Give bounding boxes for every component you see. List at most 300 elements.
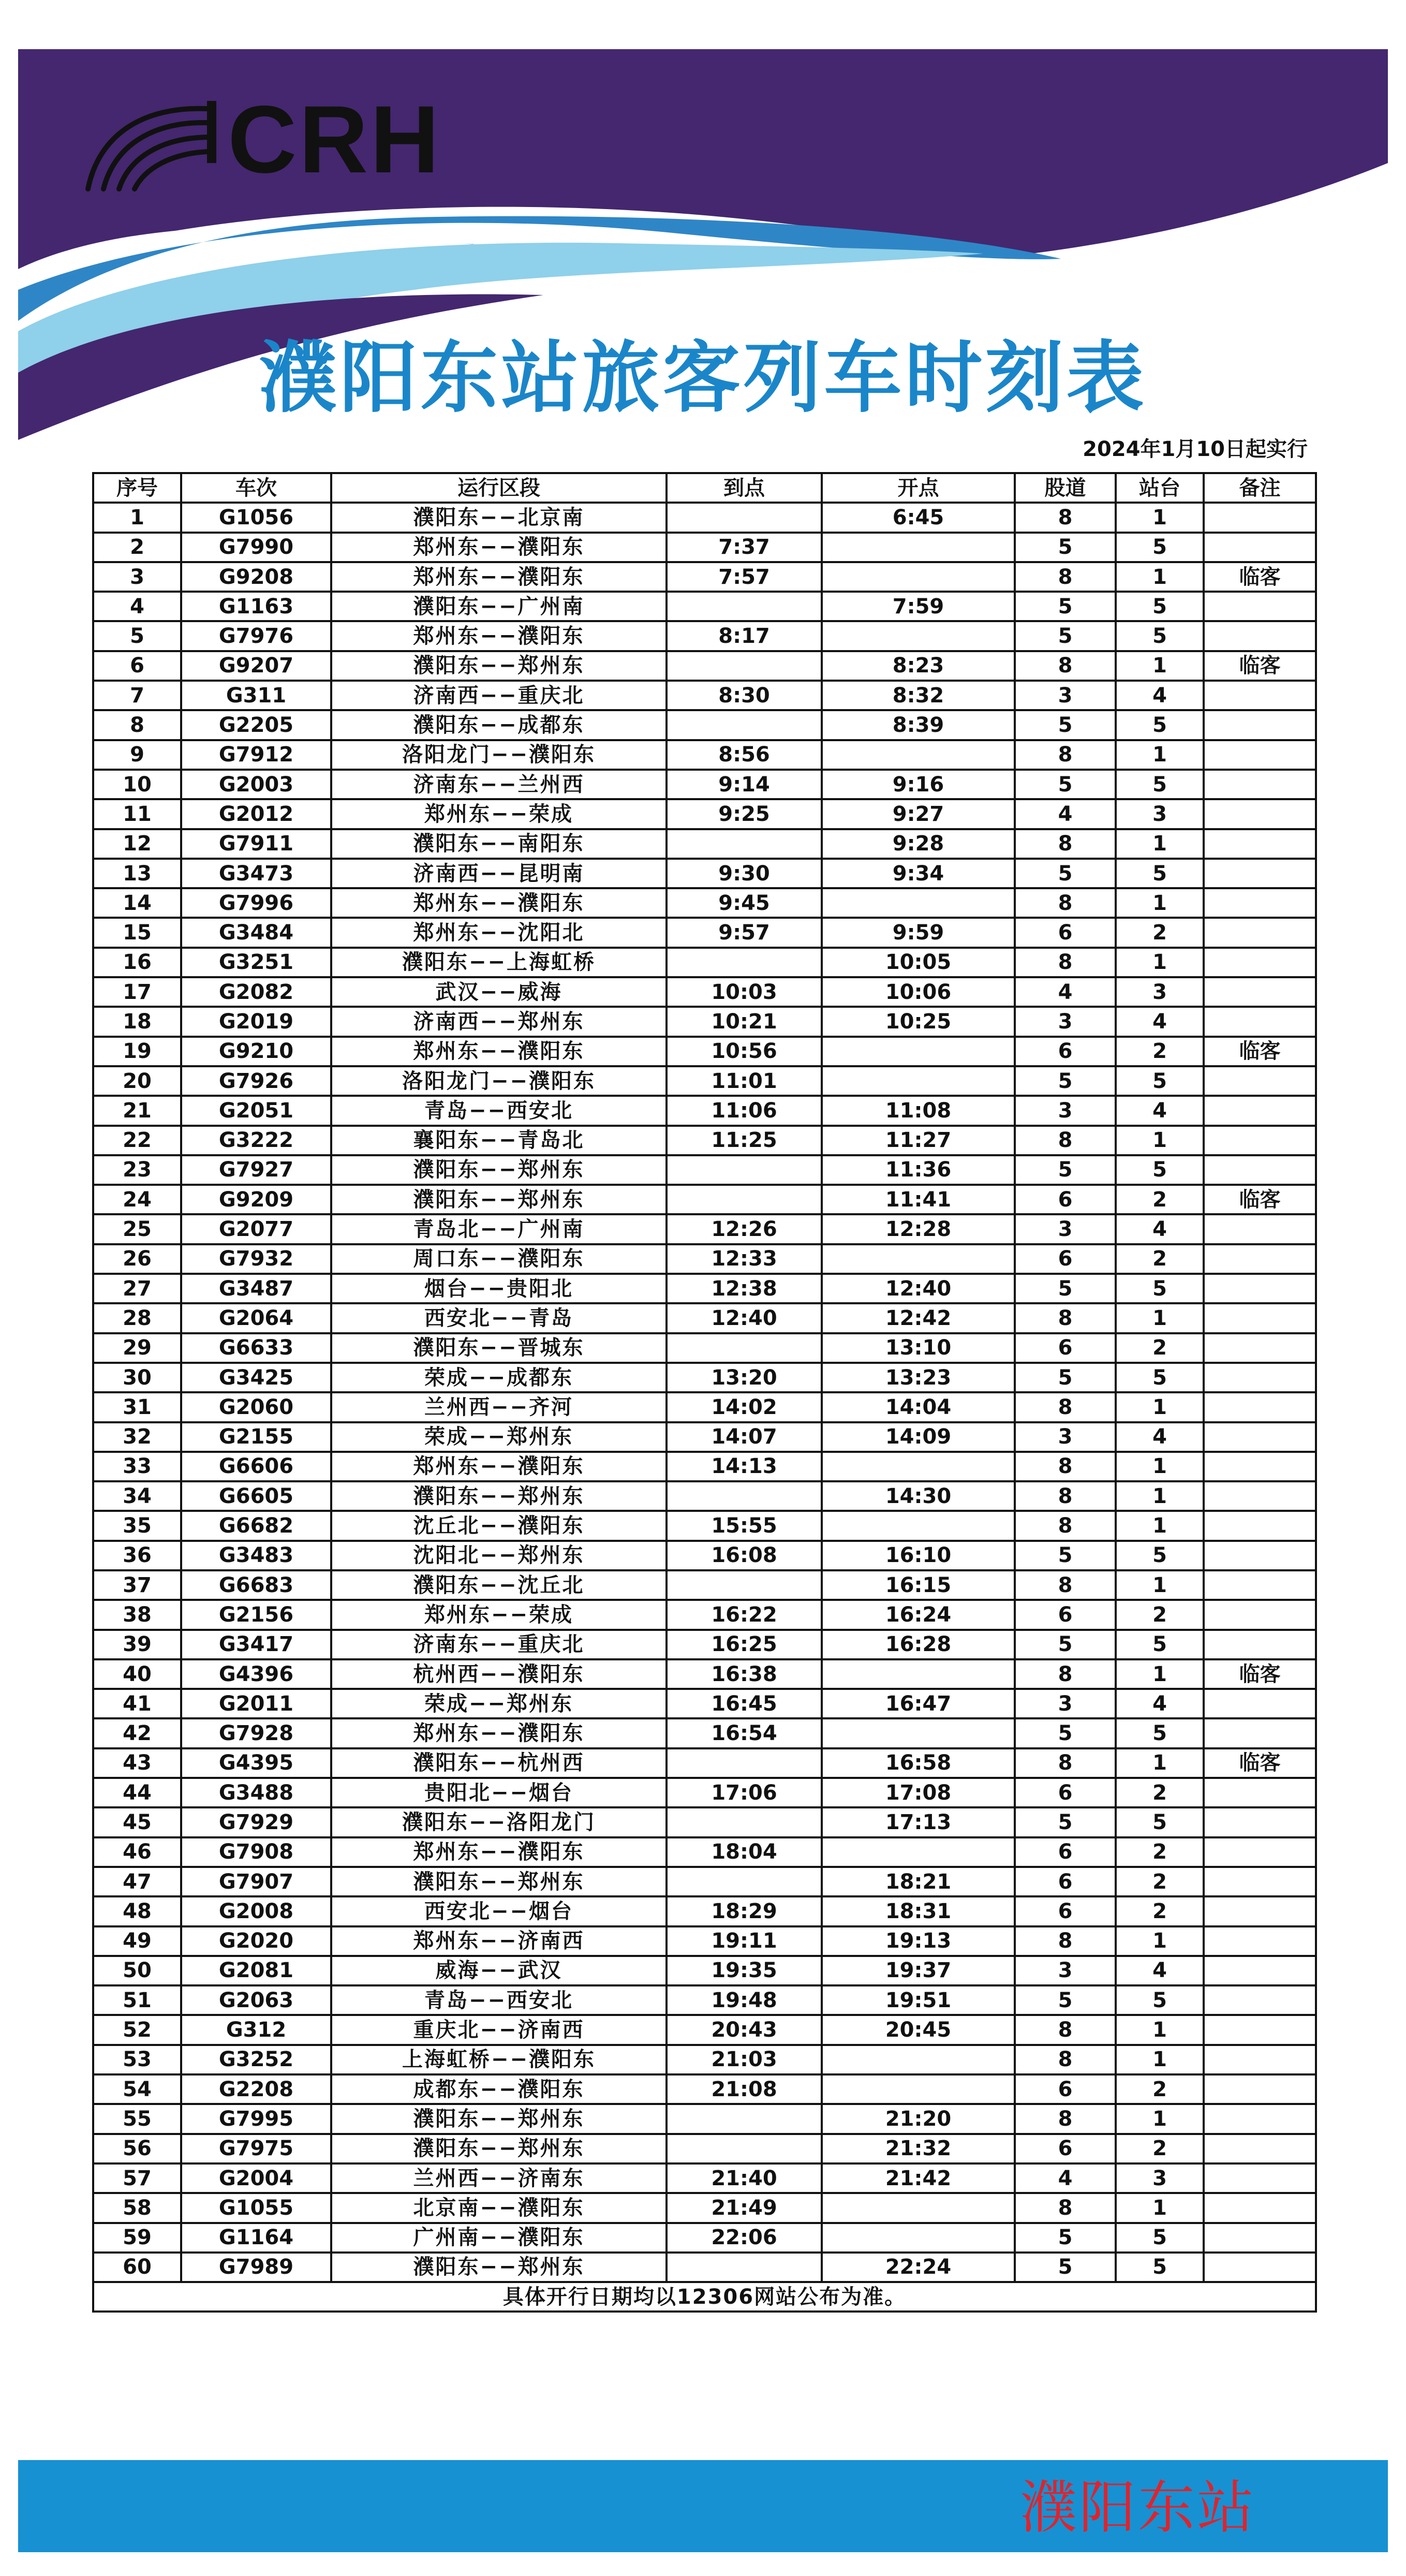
cell-train-number: G9209: [181, 1185, 331, 1214]
cell-arrival-time: [667, 1481, 822, 1511]
cell-route: 成都东−−濮阳东: [331, 2074, 667, 2104]
cell-departure-time: 18:21: [822, 1867, 1015, 1896]
table-row: [93, 2253, 1316, 2282]
cell-train-number: G2004: [181, 2163, 331, 2193]
cell-departure-time: 12:40: [822, 1274, 1015, 1303]
cell-track: 4: [1015, 799, 1116, 829]
cell-departure-time: [822, 562, 1015, 592]
cell-arrival-time: 14:07: [667, 1422, 822, 1452]
cell-platform: 2: [1116, 1778, 1204, 1807]
cell-remark: [1204, 621, 1316, 651]
cell-route: 郑州东−−荣成: [331, 1600, 667, 1629]
table-row: [93, 1096, 1316, 1125]
cell-index: 32: [93, 1422, 181, 1452]
cell-arrival-time: 12:33: [667, 1244, 822, 1274]
table-row: [93, 829, 1316, 859]
table-row: [93, 1422, 1316, 1452]
cell-train-number: G1164: [181, 2223, 331, 2253]
table-row: [93, 1185, 1316, 1214]
table-row: [93, 977, 1316, 1007]
cell-departure-time: 11:36: [822, 1155, 1015, 1185]
cell-index: 52: [93, 2015, 181, 2044]
cell-index: 35: [93, 1511, 181, 1540]
cell-track: 3: [1015, 681, 1116, 710]
cell-track: 8: [1015, 503, 1116, 532]
cell-arrival-time: [667, 503, 822, 532]
cell-platform: 1: [1116, 2015, 1204, 2044]
cell-arrival-time: 13:20: [667, 1363, 822, 1392]
cell-platform: 3: [1116, 977, 1204, 1007]
cell-remark: [1204, 710, 1316, 740]
cell-platform: 1: [1116, 888, 1204, 918]
cell-track: 8: [1015, 651, 1116, 681]
cell-platform: 3: [1116, 799, 1204, 829]
cell-platform: 1: [1116, 651, 1204, 681]
cell-arrival-time: [667, 592, 822, 621]
cell-route: 襄阳东−−青岛北: [331, 1126, 667, 1155]
cell-departure-time: 12:28: [822, 1214, 1015, 1244]
cell-departure-time: 8:32: [822, 681, 1015, 710]
cell-train-number: G2051: [181, 1096, 331, 1125]
cell-platform: 5: [1116, 710, 1204, 740]
cell-departure-time: 13:10: [822, 1333, 1015, 1363]
cell-arrival-time: 19:11: [667, 1926, 822, 1956]
column-header-index: 序号: [93, 473, 181, 503]
cell-remark: [1204, 1422, 1316, 1452]
cell-train-number: G3483: [181, 1541, 331, 1570]
table-row: [93, 1541, 1316, 1570]
cell-index: 25: [93, 1214, 181, 1244]
cell-route: 济南东−−兰州西: [331, 770, 667, 799]
cell-remark: [1204, 1274, 1316, 1303]
cell-index: 14: [93, 888, 181, 918]
cell-remark: [1204, 533, 1316, 562]
cell-route: 洛阳龙门−−濮阳东: [331, 740, 667, 770]
cell-arrival-time: 8:30: [667, 681, 822, 710]
footer-note: 具体开行日期均以12306网站公布为准。: [93, 2282, 1316, 2312]
cell-index: 4: [93, 592, 181, 621]
cell-route: 济南东−−重庆北: [331, 1630, 667, 1659]
cell-track: 3: [1015, 1422, 1116, 1452]
cell-route: 濮阳东−−郑州东: [331, 2134, 667, 2163]
cell-route: 濮阳东−−北京南: [331, 503, 667, 532]
table-row: [93, 2074, 1316, 2104]
cell-route: 濮阳东−−广州南: [331, 592, 667, 621]
cell-track: 8: [1015, 2193, 1116, 2222]
cell-track: 5: [1015, 859, 1116, 888]
cell-index: 45: [93, 1807, 181, 1837]
cell-index: 39: [93, 1630, 181, 1659]
cell-route: 北京南−−濮阳东: [331, 2193, 667, 2222]
cell-platform: 5: [1116, 859, 1204, 888]
cell-track: 5: [1015, 592, 1116, 621]
cell-track: 8: [1015, 1126, 1116, 1155]
cell-departure-time: 10:06: [822, 977, 1015, 1007]
cell-departure-time: 21:32: [822, 2134, 1015, 2163]
cell-remark: [1204, 918, 1316, 947]
cell-route: 荣成−−郑州东: [331, 1689, 667, 1718]
table-row: [93, 1600, 1316, 1629]
table-row: [93, 1630, 1316, 1659]
cell-train-number: G7989: [181, 2253, 331, 2282]
cell-remark: [1204, 2223, 1316, 2253]
cell-arrival-time: 10:56: [667, 1037, 822, 1066]
cell-index: 15: [93, 918, 181, 947]
cell-platform: 5: [1116, 1363, 1204, 1392]
table-row: [93, 681, 1316, 710]
cell-index: 13: [93, 859, 181, 888]
cell-index: 55: [93, 2104, 181, 2133]
cell-train-number: G7912: [181, 740, 331, 770]
cell-remark: 临客: [1204, 1185, 1316, 1214]
cell-index: 57: [93, 2163, 181, 2193]
cell-route: 重庆北−−济南西: [331, 2015, 667, 2044]
cell-remark: [1204, 1244, 1316, 1274]
table-row: [93, 1748, 1316, 1778]
cell-remark: [1204, 1541, 1316, 1570]
table-row: [93, 1126, 1316, 1155]
table-row: [93, 918, 1316, 947]
cell-track: 8: [1015, 1392, 1116, 1422]
cell-track: 8: [1015, 2015, 1116, 2044]
column-header-train: 车次: [181, 473, 331, 503]
cell-train-number: G3417: [181, 1630, 331, 1659]
cell-route: 濮阳东−−南阳东: [331, 829, 667, 859]
table-row: [93, 533, 1316, 562]
table-row: [93, 1659, 1316, 1689]
cell-departure-time: [822, 1659, 1015, 1689]
cell-track: 5: [1015, 2223, 1116, 2253]
cell-route: 广州南−−濮阳东: [331, 2223, 667, 2253]
cell-index: 36: [93, 1541, 181, 1570]
cell-index: 44: [93, 1778, 181, 1807]
table-row: [93, 1867, 1316, 1896]
cell-train-number: G7928: [181, 1718, 331, 1748]
cell-index: 21: [93, 1096, 181, 1125]
cell-train-number: G2155: [181, 1422, 331, 1452]
cell-track: 3: [1015, 1956, 1116, 1985]
cell-remark: [1204, 859, 1316, 888]
table-row: [93, 503, 1316, 532]
cell-departure-time: 16:47: [822, 1689, 1015, 1718]
cell-route: 郑州东−−濮阳东: [331, 621, 667, 651]
cell-index: 40: [93, 1659, 181, 1689]
cell-index: 43: [93, 1748, 181, 1778]
table-row: [93, 1392, 1316, 1422]
cell-arrival-time: 11:06: [667, 1096, 822, 1125]
table-row: [93, 1689, 1316, 1718]
cell-remark: [1204, 799, 1316, 829]
table-row: [93, 651, 1316, 681]
cell-remark: [1204, 681, 1316, 710]
cell-index: 6: [93, 651, 181, 681]
table-row: [93, 2015, 1316, 2044]
cell-index: 38: [93, 1600, 181, 1629]
cell-index: 10: [93, 770, 181, 799]
cell-index: 41: [93, 1689, 181, 1718]
cell-route: 郑州东−−荣成: [331, 799, 667, 829]
cell-route: 荣成−−郑州东: [331, 1422, 667, 1452]
cell-arrival-time: 9:25: [667, 799, 822, 829]
table-row: [93, 2104, 1316, 2133]
cell-index: 51: [93, 1985, 181, 2015]
cell-index: 50: [93, 1956, 181, 1985]
cell-route: 西安北−−烟台: [331, 1896, 667, 1926]
cell-departure-time: 21:42: [822, 2163, 1015, 2193]
cell-train-number: G2008: [181, 1896, 331, 1926]
table-row: [93, 859, 1316, 888]
cell-route: 荣成−−成都东: [331, 1363, 667, 1392]
cell-departure-time: 7:59: [822, 592, 1015, 621]
footer-note-row: [93, 2282, 1316, 2312]
cell-departure-time: 22:24: [822, 2253, 1015, 2282]
cell-remark: [1204, 1867, 1316, 1896]
cell-index: 22: [93, 1126, 181, 1155]
table-row: [93, 1214, 1316, 1244]
cell-departure-time: 9:27: [822, 799, 1015, 829]
cell-route: 郑州东−−济南西: [331, 1926, 667, 1956]
cell-departure-time: [822, 2193, 1015, 2222]
cell-remark: [1204, 1214, 1316, 1244]
cell-departure-time: 8:23: [822, 651, 1015, 681]
cell-track: 4: [1015, 977, 1116, 1007]
cell-platform: 2: [1116, 2134, 1204, 2163]
column-header-arrival: 到点: [667, 473, 822, 503]
cell-track: 8: [1015, 1659, 1116, 1689]
cell-remark: [1204, 592, 1316, 621]
cell-index: 1: [93, 503, 181, 532]
cell-train-number: G7975: [181, 2134, 331, 2163]
cell-arrival-time: 11:01: [667, 1066, 822, 1096]
cell-departure-time: 10:25: [822, 1007, 1015, 1036]
cell-arrival-time: 18:04: [667, 1837, 822, 1867]
cell-departure-time: 11:41: [822, 1185, 1015, 1214]
cell-platform: 1: [1116, 562, 1204, 592]
cell-track: 6: [1015, 1896, 1116, 1926]
cell-train-number: G6683: [181, 1570, 331, 1600]
cell-track: 5: [1015, 770, 1116, 799]
cell-index: 26: [93, 1244, 181, 1274]
table-row: [93, 562, 1316, 592]
cell-track: 6: [1015, 1867, 1116, 1896]
cell-arrival-time: 22:06: [667, 2223, 822, 2253]
cell-route: 濮阳东−−沈丘北: [331, 1570, 667, 1600]
table-row: [93, 1274, 1316, 1303]
cell-arrival-time: 10:03: [667, 977, 822, 1007]
cell-index: 27: [93, 1274, 181, 1303]
cell-departure-time: [822, 1837, 1015, 1867]
cell-train-number: G1056: [181, 503, 331, 532]
cell-route: 濮阳东−−郑州东: [331, 2104, 667, 2133]
cell-departure-time: 14:04: [822, 1392, 1015, 1422]
cell-arrival-time: 16:45: [667, 1689, 822, 1718]
cell-remark: [1204, 2015, 1316, 2044]
cell-departure-time: 11:08: [822, 1096, 1015, 1125]
cell-platform: 1: [1116, 1392, 1204, 1422]
cell-train-number: G3473: [181, 859, 331, 888]
cell-platform: 4: [1116, 1422, 1204, 1452]
cell-platform: 5: [1116, 592, 1204, 621]
cell-arrival-time: 16:08: [667, 1541, 822, 1570]
cell-index: 31: [93, 1392, 181, 1422]
cell-track: 6: [1015, 1037, 1116, 1066]
cell-train-number: G2064: [181, 1303, 331, 1333]
cell-train-number: G2011: [181, 1689, 331, 1718]
cell-index: 49: [93, 1926, 181, 1956]
cell-remark: [1204, 2074, 1316, 2104]
cell-platform: 1: [1116, 1481, 1204, 1511]
cell-index: 18: [93, 1007, 181, 1036]
cell-arrival-time: [667, 829, 822, 859]
cell-route: 郑州东−−濮阳东: [331, 1718, 667, 1748]
cell-track: 5: [1015, 710, 1116, 740]
cell-index: 11: [93, 799, 181, 829]
cell-remark: [1204, 1155, 1316, 1185]
cell-departure-time: 11:27: [822, 1126, 1015, 1155]
cell-departure-time: 19:37: [822, 1956, 1015, 1985]
cell-platform: 5: [1116, 1807, 1204, 1837]
cell-train-number: G2082: [181, 977, 331, 1007]
cell-route: 濮阳东−−洛阳龙门: [331, 1807, 667, 1837]
cell-index: 54: [93, 2074, 181, 2104]
cell-index: 20: [93, 1066, 181, 1096]
table-row: [93, 621, 1316, 651]
cell-remark: [1204, 2193, 1316, 2222]
cell-remark: [1204, 1896, 1316, 1926]
cell-departure-time: [822, 621, 1015, 651]
cell-arrival-time: 12:40: [667, 1303, 822, 1333]
cell-train-number: G7907: [181, 1867, 331, 1896]
cell-departure-time: 18:31: [822, 1896, 1015, 1926]
cell-departure-time: [822, 1244, 1015, 1274]
table-row: [93, 1303, 1316, 1333]
column-header-track: 股道: [1015, 473, 1116, 503]
cell-arrival-time: 19:48: [667, 1985, 822, 2015]
table-row: [93, 1807, 1316, 1837]
cell-platform: 4: [1116, 1689, 1204, 1718]
cell-track: 6: [1015, 1244, 1116, 1274]
cell-route: 郑州东−−濮阳东: [331, 1452, 667, 1481]
cell-remark: [1204, 2163, 1316, 2193]
page-title: 濮阳东站旅客列车时刻表: [259, 332, 1147, 423]
cell-train-number: G7995: [181, 2104, 331, 2133]
cell-arrival-time: 10:21: [667, 1007, 822, 1036]
table-row: [93, 740, 1316, 770]
cell-track: 5: [1015, 533, 1116, 562]
cell-route: 武汉−−威海: [331, 977, 667, 1007]
cell-index: 12: [93, 829, 181, 859]
cell-platform: 2: [1116, 1037, 1204, 1066]
cell-platform: 1: [1116, 2045, 1204, 2074]
cell-track: 8: [1015, 888, 1116, 918]
cell-platform: 5: [1116, 2223, 1204, 2253]
cell-train-number: G4396: [181, 1659, 331, 1689]
cell-platform: 1: [1116, 1303, 1204, 1333]
cell-arrival-time: 17:06: [667, 1778, 822, 1807]
cell-train-number: G7911: [181, 829, 331, 859]
cell-route: 濮阳东−−杭州西: [331, 1748, 667, 1778]
cell-platform: 1: [1116, 1452, 1204, 1481]
cell-train-number: G311: [181, 681, 331, 710]
cell-track: 3: [1015, 1214, 1116, 1244]
cell-route: 沈丘北−−濮阳东: [331, 1511, 667, 1540]
cell-remark: [1204, 2253, 1316, 2282]
cell-arrival-time: [667, 1155, 822, 1185]
cell-departure-time: 14:09: [822, 1422, 1015, 1452]
cell-departure-time: 10:05: [822, 948, 1015, 977]
cell-train-number: G6606: [181, 1452, 331, 1481]
cell-remark: [1204, 1570, 1316, 1600]
cell-platform: 2: [1116, 918, 1204, 947]
cell-index: 37: [93, 1570, 181, 1600]
cell-remark: [1204, 1956, 1316, 1985]
cell-route: 西安北−−青岛: [331, 1303, 667, 1333]
cell-route: 青岛−−西安北: [331, 1096, 667, 1125]
cell-platform: 5: [1116, 1718, 1204, 1748]
cell-arrival-time: 14:13: [667, 1452, 822, 1481]
cell-track: 6: [1015, 2074, 1116, 2104]
cell-index: 59: [93, 2223, 181, 2253]
cell-track: 6: [1015, 1333, 1116, 1363]
table-row: [93, 1037, 1316, 1066]
column-header-route: 运行区段: [331, 473, 667, 503]
cell-arrival-time: 7:57: [667, 562, 822, 592]
cell-track: 4: [1015, 2163, 1116, 2193]
cell-departure-time: [822, 1066, 1015, 1096]
cell-track: 6: [1015, 1837, 1116, 1867]
cell-route: 濮阳东−−上海虹桥: [331, 948, 667, 977]
cell-route: 烟台−−贵阳北: [331, 1274, 667, 1303]
cell-departure-time: 16:10: [822, 1541, 1015, 1570]
cell-route: 兰州西−−济南东: [331, 2163, 667, 2193]
cell-train-number: G7976: [181, 621, 331, 651]
cell-departure-time: [822, 2223, 1015, 2253]
cell-platform: 1: [1116, 1748, 1204, 1778]
cell-departure-time: 6:45: [822, 503, 1015, 532]
table-row: [93, 710, 1316, 740]
cell-route: 贵阳北−−烟台: [331, 1778, 667, 1807]
effective-date: 2024年1月10日起实行: [1083, 437, 1308, 461]
cell-train-number: G3425: [181, 1363, 331, 1392]
table-row: [93, 1896, 1316, 1926]
cell-index: 53: [93, 2045, 181, 2074]
cell-route: 上海虹桥−−濮阳东: [331, 2045, 667, 2074]
cell-route: 周口东−−濮阳东: [331, 1244, 667, 1274]
cell-route: 郑州东−−沈阳北: [331, 918, 667, 947]
cell-departure-time: 19:51: [822, 1985, 1015, 2015]
cell-index: 16: [93, 948, 181, 977]
cell-train-number: G7996: [181, 888, 331, 918]
cell-remark: 临客: [1204, 1037, 1316, 1066]
crh-logo-icon: [78, 91, 217, 194]
cell-train-number: G7927: [181, 1155, 331, 1185]
cell-train-number: G7932: [181, 1244, 331, 1274]
cell-platform: 1: [1116, 1511, 1204, 1540]
cell-track: 6: [1015, 918, 1116, 947]
cell-departure-time: [822, 2074, 1015, 2104]
cell-platform: 4: [1116, 1096, 1204, 1125]
cell-track: 8: [1015, 829, 1116, 859]
cell-departure-time: 20:45: [822, 2015, 1015, 2044]
cell-arrival-time: 21:03: [667, 2045, 822, 2074]
cell-departure-time: [822, 1452, 1015, 1481]
cell-route: 濮阳东−−郑州东: [331, 2253, 667, 2282]
cell-route: 青岛北−−广州南: [331, 1214, 667, 1244]
cell-remark: [1204, 1392, 1316, 1422]
cell-train-number: G3488: [181, 1778, 331, 1807]
cell-arrival-time: 21:49: [667, 2193, 822, 2222]
cell-track: 5: [1015, 1541, 1116, 1570]
